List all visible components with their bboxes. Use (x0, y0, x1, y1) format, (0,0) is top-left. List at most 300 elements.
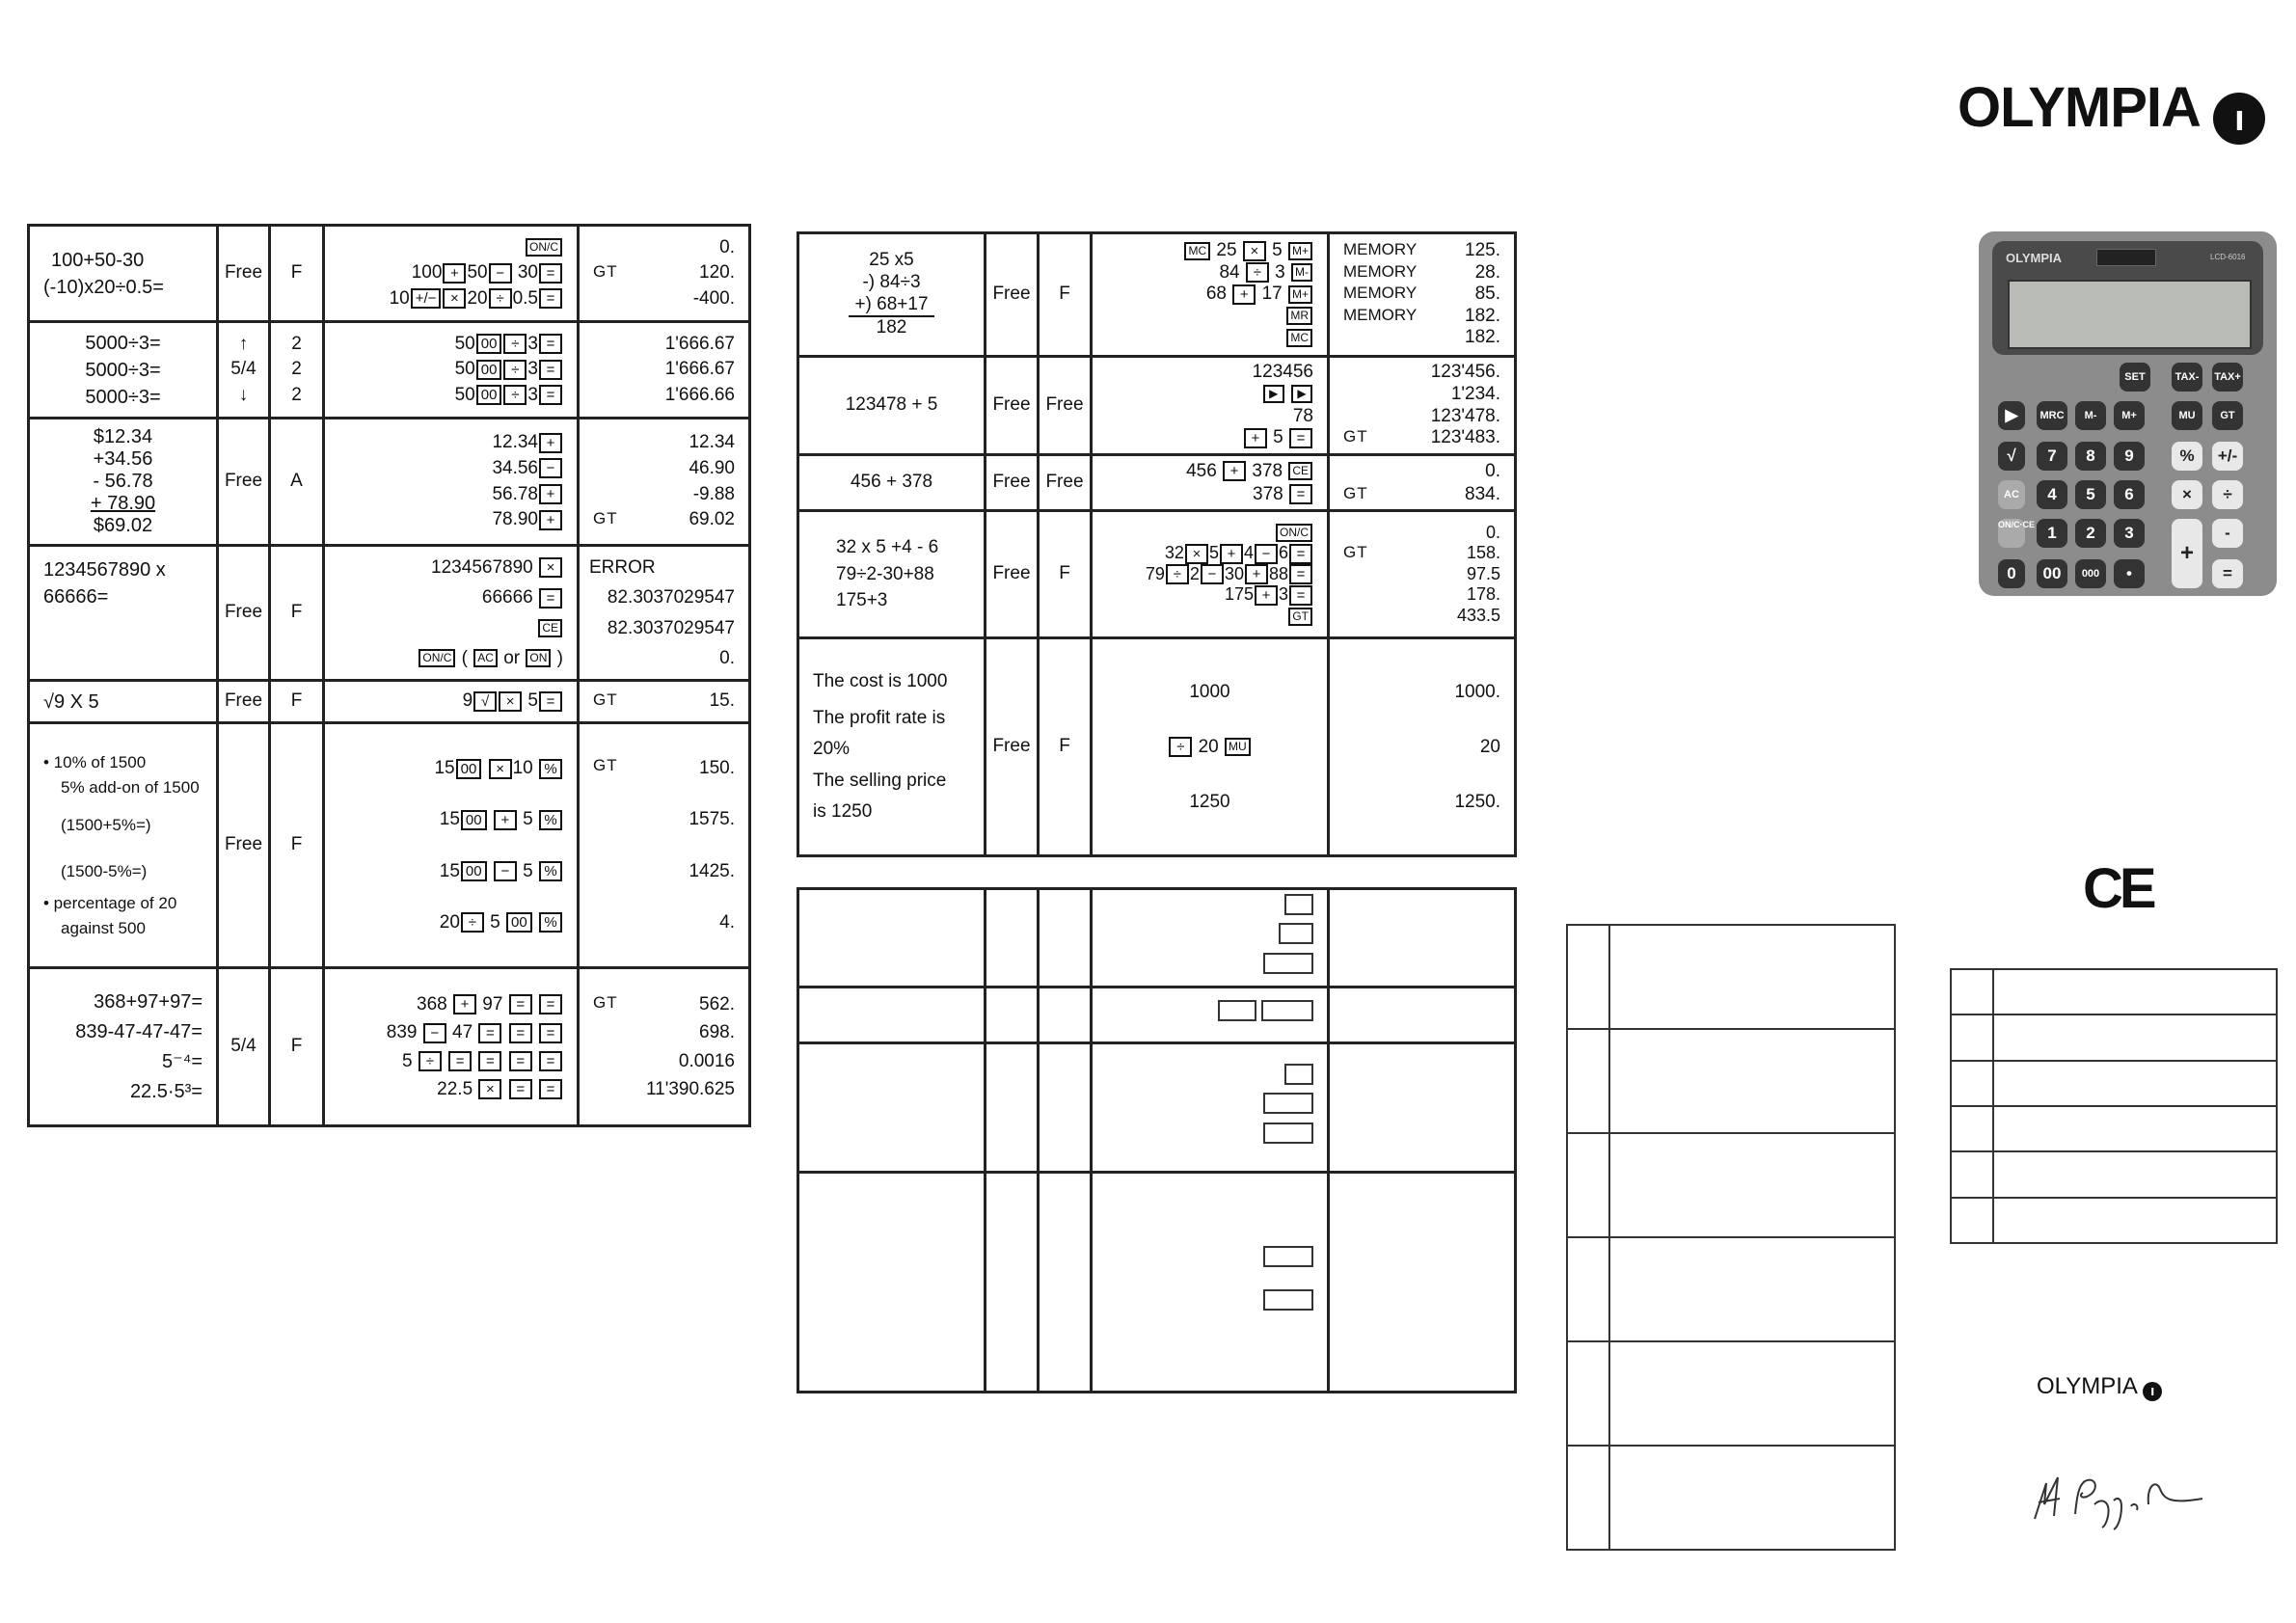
problem-cell (798, 511, 986, 638)
key-seq: 22.5 (437, 1078, 473, 1099)
key-equals: = (448, 1051, 472, 1071)
keys-cell (1092, 455, 1329, 511)
key-seq: 10 (389, 287, 410, 309)
key-tax-minus: TAX- (2172, 363, 2202, 392)
blank-key (1261, 1000, 1313, 1021)
key-times: × (2172, 480, 2202, 509)
sqrt-icon: √ (1998, 442, 2025, 471)
problem-cell: 456 + 378 (798, 455, 986, 511)
blank-cell (1951, 969, 1993, 1014)
setting-2: Free (1039, 455, 1092, 511)
key-seq: 1250 (1189, 792, 1230, 812)
key-3: 3 (2114, 519, 2145, 548)
calculator-photo (1979, 231, 2277, 596)
problem-line: $12.34 (93, 426, 153, 447)
key-equals: = (539, 1023, 562, 1043)
key-00: 00 (506, 912, 532, 933)
key-set: SET (2120, 363, 2150, 392)
signature (2025, 1466, 2208, 1533)
key-1: 1 (2037, 519, 2067, 548)
key-divide: ÷ (1166, 564, 1189, 584)
memory-indicator: MEMORY (1343, 240, 1418, 259)
decimal: 2 (291, 333, 302, 354)
problem-line: against 500 (61, 918, 146, 937)
setting-2: F (270, 546, 324, 681)
blank-cell (986, 987, 1039, 1043)
blank-cell (1951, 1061, 1993, 1106)
key-seq: 5 (523, 809, 533, 830)
display-value: 28. (1474, 261, 1500, 283)
table-row (29, 968, 750, 1126)
gt-indicator: GT (593, 509, 618, 528)
memory-indicator: MEMORY (1343, 305, 1418, 324)
blank-cell (1609, 1029, 1895, 1133)
table-row (29, 419, 750, 546)
problem-line: The profit rate is (813, 708, 946, 729)
key-equals: = (509, 1051, 532, 1071)
blank-cell (1567, 1341, 1609, 1446)
key-plus: + (494, 810, 517, 830)
table-row (1951, 1151, 2277, 1197)
key-seq: 25 (1216, 240, 1237, 261)
keys-cell (324, 419, 579, 546)
setting-2: A (270, 419, 324, 546)
key-times: × (539, 557, 562, 578)
problem-line: 100+50-30 (51, 249, 145, 271)
setting-2: F (1039, 233, 1092, 357)
table-row (29, 322, 750, 419)
calculator-top (1992, 241, 2263, 355)
key-seq: 3 (527, 384, 538, 405)
problem-line: 1234567890 x (43, 559, 166, 581)
rounding-54: 5/4 (230, 359, 257, 380)
blank-cell (1951, 1014, 1993, 1060)
key-minus: − (539, 458, 562, 478)
key-seq: 20 (467, 287, 488, 309)
footer-brand-ring-icon: ı (2143, 1382, 2162, 1401)
problem-line: 175+3 (836, 590, 888, 611)
problem-line: 5000÷3= (85, 359, 161, 381)
key-seq: 97 (482, 993, 503, 1014)
key-000: 000 (2075, 559, 2106, 588)
key-equals: = (509, 1023, 532, 1043)
key-00: 00 (476, 385, 502, 405)
key-seq: 30 (1224, 563, 1244, 583)
display-value: 0. (719, 236, 735, 257)
key-minus: − (494, 861, 517, 881)
key-seq: 456 (1186, 460, 1217, 481)
display-value: -9.88 (692, 483, 735, 504)
key-on-c: ON/C (526, 238, 562, 257)
problem-line: 368+97+97= (94, 990, 203, 1013)
calculator-brand: OLYMPIA (2006, 251, 2063, 265)
problem-line: $69.02 (93, 515, 153, 536)
key-seq: 5 (1272, 240, 1283, 261)
blank-cell (1951, 1106, 1993, 1151)
setting-1: Free (986, 638, 1039, 856)
key-00: 00 (456, 759, 482, 779)
display-value: 82.3037029547 (607, 587, 735, 609)
display-value: 82.3037029547 (607, 617, 735, 638)
key-mr: MR (1286, 307, 1312, 325)
keys-cell (324, 968, 579, 1126)
key-seq: 32 (1164, 542, 1184, 562)
blank-cell (1039, 987, 1092, 1043)
setting-1: Free (986, 511, 1039, 638)
blank-cell (1567, 1237, 1609, 1341)
display-value: 1000. (1454, 682, 1500, 702)
problem-line: The selling price (813, 770, 947, 791)
blank-cell (1993, 1014, 2277, 1060)
problem-line: +) 68+17 (849, 294, 933, 318)
gt-indicator: GT (593, 690, 618, 710)
setting-1: Free (218, 226, 270, 322)
table-row (1951, 969, 2277, 1014)
display-cell (579, 681, 750, 723)
key-percent: % (2172, 442, 2202, 471)
key-seq: 368 (417, 993, 447, 1014)
display-value: 178. (1466, 584, 1500, 605)
table-row (1567, 1133, 1895, 1237)
problem-cell: 123478 + 5 (798, 357, 986, 455)
key-equals: = (1289, 544, 1312, 564)
problem-line: -) 84÷3 (862, 271, 921, 292)
key-seq: 66666 (481, 587, 533, 609)
key-minus: − (423, 1023, 446, 1043)
display-value: 4. (719, 911, 735, 933)
blank-cell (1609, 1341, 1895, 1446)
key-seq: 0.5 (512, 287, 538, 309)
decimal: 2 (291, 384, 302, 405)
blank-cell (798, 1043, 986, 1173)
keys-cell (1092, 638, 1329, 856)
keys-cell (324, 723, 579, 968)
display-value: 12.34 (689, 432, 735, 453)
problem-line: (1500-5%=) (61, 861, 148, 880)
key-seq: 378 (1253, 483, 1283, 504)
key-seq: 5 (527, 690, 538, 712)
decimal: 2 (291, 359, 302, 380)
brand-name: OLYMPIA (1958, 76, 2199, 139)
key-seq: 1000 (1189, 682, 1230, 702)
gt-indicator: GT (1343, 427, 1368, 446)
gt-indicator: GT (593, 262, 618, 282)
problem-line: 66666= (43, 586, 109, 608)
display-value: 1250. (1454, 792, 1500, 812)
blank-cell (798, 987, 986, 1043)
paren: ) (556, 647, 563, 668)
key-ce: CE (538, 619, 562, 637)
key-seq: 20 (439, 911, 460, 933)
display-cell (1329, 638, 1516, 856)
setting-1: 5/4 (218, 968, 270, 1126)
key-plus: + (1223, 461, 1246, 481)
key-seq: 78 (1292, 405, 1313, 426)
key-percent: % (539, 861, 562, 881)
setting-2: F (270, 226, 324, 322)
display-value: 120. (699, 262, 735, 284)
key-seq: 3 (527, 333, 538, 354)
key-mrc: MRC (2037, 401, 2067, 430)
table-row (1951, 1014, 2277, 1060)
key-seq: 2 (1189, 563, 1200, 583)
table-row (798, 455, 1516, 511)
display-value: ERROR (589, 556, 656, 578)
key-seq: 9 (462, 690, 473, 712)
display-cell (1329, 233, 1516, 357)
table-row (798, 638, 1516, 856)
setting-2: F (270, 681, 324, 723)
blank-cell (1951, 1198, 1993, 1243)
blank-cell (986, 1043, 1039, 1173)
calculator-display (2008, 280, 2252, 349)
display-value: 0.0016 (678, 1050, 735, 1071)
key-seq: 50 (454, 359, 475, 380)
ce-mark: CE (2083, 857, 2153, 920)
brand-logo (1958, 75, 2265, 145)
key-seq: 30 (517, 262, 538, 284)
blank-cell (1039, 889, 1092, 987)
keys-cell (1092, 357, 1329, 455)
key-plus: + (443, 263, 466, 284)
key-seq: 50 (454, 333, 475, 354)
key-equals: = (539, 334, 562, 354)
display-value: 125. (1465, 240, 1500, 261)
key-times: × (499, 691, 522, 712)
key-sqrt: √ (473, 691, 497, 712)
key-seq: 79 (1145, 563, 1165, 583)
key-00: 00 (476, 334, 502, 354)
brand-ring-icon: ı (2213, 93, 2265, 145)
key-m-plus: M+ (2114, 401, 2145, 430)
setting-1: Free (986, 233, 1039, 357)
gt-indicator: GT (1343, 543, 1368, 562)
key-tax-plus: TAX+ (2212, 363, 2243, 392)
key-equals: = (1289, 428, 1312, 448)
blank-key (1263, 1289, 1313, 1311)
key-seq: 5 (402, 1050, 413, 1071)
key-seq: 50 (454, 384, 475, 405)
blank-cell (1993, 1061, 2277, 1106)
key-mu: MU (1225, 738, 1251, 756)
key-divide: ÷ (1246, 262, 1269, 283)
display-value: 123'456. (1430, 361, 1500, 382)
gt-indicator: GT (593, 992, 618, 1012)
key-percent: % (539, 912, 562, 933)
setting-1: Free (218, 546, 270, 681)
key-seq: 3 (1278, 584, 1288, 605)
display-value: 562. (699, 993, 735, 1014)
blank-cell (1993, 1106, 2277, 1151)
key-seq: 88 (1268, 563, 1288, 583)
key-plus: + (539, 484, 562, 504)
blank-cell (1609, 1237, 1895, 1341)
display-value: 433.5 (1456, 605, 1500, 625)
display-value: 0. (719, 647, 735, 668)
problem-cell (29, 723, 218, 968)
problem-line: +34.56 (93, 448, 153, 470)
display-cell (579, 226, 750, 322)
key-9: 9 (2114, 442, 2145, 471)
display-cell (1329, 455, 1516, 511)
display-cell (1329, 511, 1516, 638)
key-seq: 5 (1208, 542, 1219, 562)
blank-cell (1567, 925, 1609, 1029)
key-percent: % (539, 810, 562, 830)
key-plus: + (539, 510, 562, 530)
problem-line: (1500+5%=) (61, 816, 151, 834)
rounding-up-icon: ↑ (238, 333, 249, 354)
keys-cell (324, 226, 579, 322)
key-minus: − (489, 263, 512, 284)
blank-cell (1329, 1043, 1516, 1173)
table-row (1567, 1341, 1895, 1446)
key-equals: = (539, 1079, 562, 1099)
display-value: 1'234. (1450, 383, 1500, 404)
problem-line: 22.5·5³= (129, 1080, 203, 1102)
table-row (798, 233, 1516, 357)
key-m-plus: M+ (1288, 242, 1312, 260)
blank-cell (1567, 1133, 1609, 1237)
key-backspace: ▶ (1263, 385, 1284, 403)
blank-cell (798, 1173, 986, 1393)
problem-line: 20% (813, 739, 851, 760)
key-seq: 56.78 (492, 483, 538, 504)
display-value: 1'666.67 (664, 359, 735, 380)
problem-line: 839-47-47-47= (75, 1020, 203, 1042)
memory-indicator: MEMORY (1343, 261, 1418, 281)
blank-cell (1329, 1173, 1516, 1393)
key-seq: 123456 (1252, 361, 1313, 382)
key-seq: 20 (1198, 737, 1219, 757)
problem-line: 32 x 5 +4 - 6 (836, 537, 939, 558)
table-row (29, 546, 750, 681)
display-value: 1'666.66 (664, 384, 735, 405)
blank-cell (1039, 1043, 1092, 1173)
key-on-c: ON/C (419, 649, 455, 667)
blank-cell (1329, 987, 1516, 1043)
problem-line: (-10)x20÷0.5= (43, 276, 164, 298)
table-row (29, 681, 750, 723)
blank-cell (1993, 969, 2277, 1014)
problem-cell (29, 419, 218, 546)
key-decimal: • (2114, 559, 2145, 588)
setting-2: F (1039, 511, 1092, 638)
key-seq: 15 (434, 758, 455, 779)
problem-line: 79÷2-30+88 (836, 563, 934, 584)
table-row (1951, 1061, 2277, 1106)
display-value: 0. (1485, 522, 1500, 542)
key-equals: = (1289, 585, 1312, 606)
key-2: 2 (2075, 519, 2106, 548)
problem-line: 5⁻⁴= (162, 1050, 203, 1072)
key-times: × (478, 1079, 501, 1099)
key-backspace: ▶ (1291, 385, 1312, 403)
blank-cell (798, 889, 986, 987)
key-seq: 5 (523, 860, 533, 881)
key-seq: 839 (386, 1022, 418, 1043)
key-divide: ÷ (461, 912, 484, 933)
display-cell (579, 546, 750, 681)
display-cell (579, 968, 750, 1126)
display-cell (579, 723, 750, 968)
display-value: 0. (1485, 460, 1500, 481)
key-equals: = (539, 263, 562, 284)
key-times: × (1243, 241, 1266, 261)
table-row (798, 987, 1516, 1043)
blank-key (1284, 894, 1313, 915)
key-equals: = (539, 385, 562, 405)
display-value: 20 (1479, 737, 1500, 757)
problem-cell (798, 638, 986, 856)
key-gt: GT (2212, 401, 2243, 430)
blank-key (1218, 1000, 1256, 1021)
key-m-plus: M+ (1288, 285, 1312, 304)
blank-key (1263, 1246, 1313, 1267)
table-row (798, 511, 1516, 638)
key-m-minus: M- (2075, 401, 2106, 430)
blank-keys-cell (1092, 889, 1329, 987)
key-seq: 6 (1278, 542, 1288, 562)
blank-key (1279, 923, 1313, 944)
blank-key (1263, 1093, 1313, 1114)
key-ac: AC (1998, 480, 2025, 509)
key-00: 00 (2037, 559, 2067, 588)
key-seq: 378 (1252, 460, 1283, 481)
display-value: -400. (692, 287, 735, 309)
blank-cell (986, 1173, 1039, 1393)
key-ce: CE (1288, 462, 1312, 480)
key-plus: + (1244, 428, 1267, 448)
blank-form-table (1566, 924, 1896, 1551)
key-on: ON (526, 649, 551, 667)
blank-cell (1993, 1151, 2277, 1197)
keys-cell (324, 681, 579, 723)
problem-line: 5% add-on of 1500 (61, 777, 200, 797)
key-equals: = (539, 588, 562, 609)
key-times: × (489, 759, 512, 779)
setting-2: F (1039, 638, 1092, 856)
display-value: 182. (1465, 305, 1500, 326)
display-value: 97.5 (1466, 563, 1500, 583)
middle-examples-table (797, 231, 1517, 857)
key-seq: 3 (1275, 261, 1285, 283)
display-value: 1'666.67 (664, 333, 735, 354)
problem-line: • 10% of 1500 (43, 753, 147, 771)
key-gt: GT (1288, 608, 1312, 626)
blank-cell (1567, 1029, 1609, 1133)
display-value: 123'478. (1430, 405, 1500, 426)
key-mc: MC (1184, 242, 1210, 260)
display-value: 698. (699, 1022, 735, 1043)
blank-keys-cell (1092, 987, 1329, 1043)
table-row (798, 357, 1516, 455)
display-value: 150. (699, 758, 735, 779)
key-plus: + (1232, 284, 1256, 305)
key-m-minus: M- (1291, 263, 1312, 282)
blank-key (1284, 1064, 1313, 1085)
table-row (798, 889, 1516, 987)
display-cell (579, 322, 750, 419)
setting-1: Free (218, 681, 270, 723)
key-0: 0 (1998, 559, 2025, 588)
table-row (1567, 1446, 1895, 1550)
problem-line: 5000÷3= (85, 332, 161, 354)
memory-indicator: MEMORY (1343, 284, 1418, 303)
blank-examples-table (797, 887, 1517, 1393)
key-seq: 84 (1219, 261, 1240, 283)
key-equals: = (539, 691, 562, 712)
